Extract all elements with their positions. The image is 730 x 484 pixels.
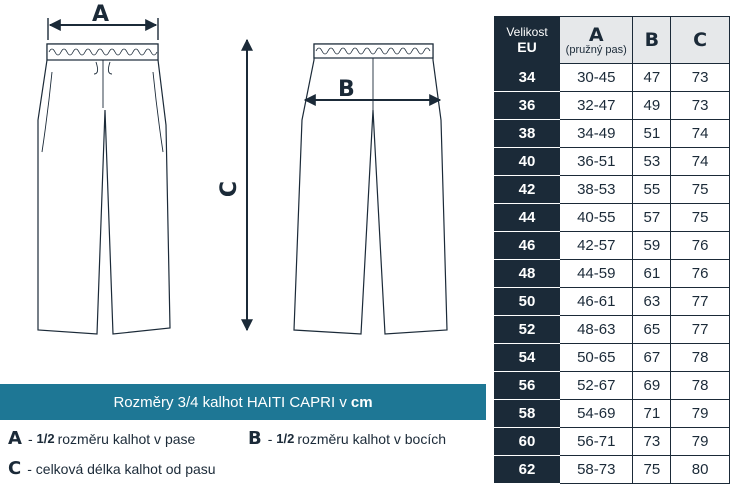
b-cell: 69 xyxy=(633,372,671,400)
c-cell: 73 xyxy=(671,64,730,92)
header-size xyxy=(495,17,560,64)
a-cell: 54-69 xyxy=(560,400,633,428)
c-cell: 74 xyxy=(671,120,730,148)
header-a-sub: (pružný pas) xyxy=(565,44,627,56)
a-cell: 36-51 xyxy=(560,148,633,176)
size-cell: 34 xyxy=(495,64,560,92)
c-cell: 76 xyxy=(671,260,730,288)
c-cell: 74 xyxy=(671,148,730,176)
b-cell: 67 xyxy=(633,344,671,372)
dimension-c-label: C xyxy=(217,180,243,198)
table-row xyxy=(495,232,730,260)
table-row xyxy=(495,260,730,288)
b-cell: 75 xyxy=(633,456,671,484)
a-cell: 58-73 xyxy=(560,456,633,484)
caption-unit: cm xyxy=(350,393,373,411)
legend-a-key: A xyxy=(8,428,22,449)
b-cell: 63 xyxy=(633,288,671,316)
a-cell: 38-53 xyxy=(560,176,633,204)
size-table xyxy=(494,16,730,484)
legend-a-fraction: 1/2 xyxy=(36,431,55,446)
size-cell: 52 xyxy=(495,316,560,344)
b-cell: 61 xyxy=(633,260,671,288)
legend-c-key: C xyxy=(8,458,22,479)
b-cell: 49 xyxy=(633,92,671,120)
a-cell: 34-49 xyxy=(560,120,633,148)
a-cell: 52-67 xyxy=(560,372,633,400)
c-cell: 75 xyxy=(671,204,730,232)
front-waistband xyxy=(47,44,158,60)
table-row xyxy=(495,316,730,344)
c-cell: 78 xyxy=(671,344,730,372)
table-row xyxy=(495,64,730,92)
c-cell: 80 xyxy=(671,456,730,484)
table-row xyxy=(495,148,730,176)
c-cell: 77 xyxy=(671,288,730,316)
header-size-top: Velikost xyxy=(506,24,548,39)
b-cell: 73 xyxy=(633,428,671,456)
a-cell: 32-47 xyxy=(560,92,633,120)
b-cell: 65 xyxy=(633,316,671,344)
back-pants-outline xyxy=(294,44,447,334)
table-row xyxy=(495,92,730,120)
legend-b: B - 1/2 rozměru kalhot v bocích xyxy=(248,428,446,449)
b-cell: 57 xyxy=(633,204,671,232)
dimension-a-label: A xyxy=(92,2,110,27)
legend-c: C - celková délka kalhot od pasu xyxy=(8,458,216,479)
table-row xyxy=(495,204,730,232)
size-cell: 40 xyxy=(495,148,560,176)
c-cell: 78 xyxy=(671,372,730,400)
size-cell: 62 xyxy=(495,456,560,484)
c-cell: 73 xyxy=(671,92,730,120)
c-cell: 77 xyxy=(671,316,730,344)
size-cell: 54 xyxy=(495,344,560,372)
header-b: B xyxy=(633,17,671,64)
header-a-label: A xyxy=(588,24,604,46)
a-cell: 40-55 xyxy=(560,204,633,232)
size-cell: 42 xyxy=(495,176,560,204)
b-cell: 55 xyxy=(633,176,671,204)
size-cell: 44 xyxy=(495,204,560,232)
caption-bar xyxy=(0,384,486,420)
table-row xyxy=(495,176,730,204)
table-row xyxy=(495,456,730,484)
a-cell: 44-59 xyxy=(560,260,633,288)
b-cell: 51 xyxy=(633,120,671,148)
table-row xyxy=(495,400,730,428)
a-cell: 42-57 xyxy=(560,232,633,260)
c-cell: 79 xyxy=(671,428,730,456)
size-cell: 38 xyxy=(495,120,560,148)
legend-c-text: celková délka kalhot od pasu xyxy=(35,460,216,477)
size-rows xyxy=(495,64,730,484)
legend-a: A - 1/2 rozměru kalhot v pase xyxy=(8,428,196,449)
legend-b-key: B xyxy=(248,428,262,449)
header-a xyxy=(560,17,633,64)
a-cell: 46-61 xyxy=(560,288,633,316)
c-cell: 79 xyxy=(671,400,730,428)
a-cell: 56-71 xyxy=(560,428,633,456)
legend-b-fraction: 1/2 xyxy=(276,431,295,446)
header-c: C xyxy=(671,17,730,64)
table-header-row xyxy=(495,17,730,64)
caption-text: Rozměry 3/4 kalhot HAITI CAPRI v xyxy=(113,393,347,411)
back-waistband xyxy=(314,44,433,58)
a-cell: 50-65 xyxy=(560,344,633,372)
size-cell: 50 xyxy=(495,288,560,316)
a-cell: 30-45 xyxy=(560,64,633,92)
size-cell: 56 xyxy=(495,372,560,400)
size-cell: 48 xyxy=(495,260,560,288)
b-cell: 53 xyxy=(633,148,671,176)
legend-a-text: rozměru kalhot v pase xyxy=(57,430,196,447)
table-row xyxy=(495,288,730,316)
table-row xyxy=(495,372,730,400)
legend-b-text: rozměru kalhot v bocích xyxy=(297,430,446,447)
dimension-b-label: B xyxy=(338,77,355,102)
front-pants-outline xyxy=(38,44,170,334)
a-cell: 48-63 xyxy=(560,316,633,344)
header-size-bottom: EU xyxy=(517,38,537,55)
table-row xyxy=(495,344,730,372)
size-cell: 36 xyxy=(495,92,560,120)
b-cell: 59 xyxy=(633,232,671,260)
b-cell: 47 xyxy=(633,64,671,92)
size-cell: 46 xyxy=(495,232,560,260)
c-cell: 76 xyxy=(671,232,730,260)
size-cell: 60 xyxy=(495,428,560,456)
b-cell: 71 xyxy=(633,400,671,428)
size-cell: 58 xyxy=(495,400,560,428)
table-row xyxy=(495,120,730,148)
table-row xyxy=(495,428,730,456)
c-cell: 75 xyxy=(671,176,730,204)
